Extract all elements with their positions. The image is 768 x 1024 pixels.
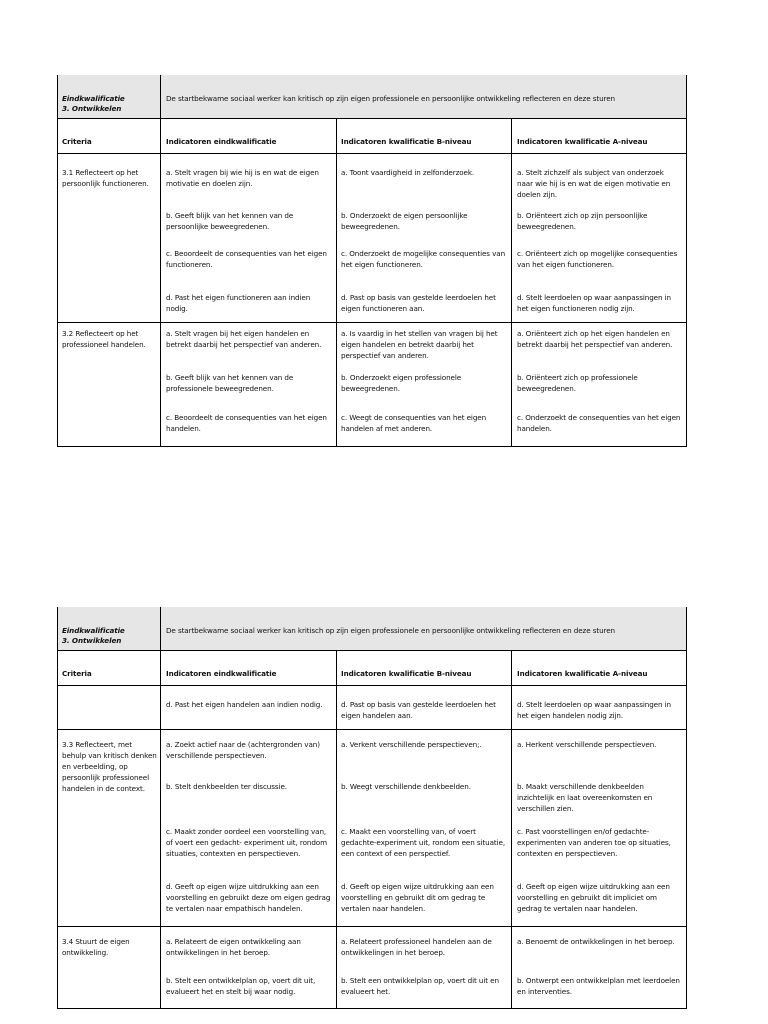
column-header-a-niveau: Indicatoren kwalificatie A-niveau bbox=[517, 669, 648, 678]
indicator-cell: d. Geeft op eigen wijze uitdrukking aan een voorstelling en gebruikt deze om eigen gedrag te vertalen naar empathisch handelen. bbox=[166, 882, 331, 913]
indicator-cell: b. Stelt een ontwikkelplan op, voert dit uit en evalueert het. bbox=[341, 976, 499, 996]
header-title-line2: 3. Ontwikkelen bbox=[62, 636, 122, 645]
indicator-cell: a. Oriënteert zich op het eigen handelen en betrekt daarbij het perspectief van anderen. bbox=[517, 329, 673, 349]
indicator-cell: b. Weegt verschillende denkbeelden. bbox=[341, 782, 471, 791]
table-ontwikkelen-2 bbox=[57, 607, 687, 1009]
criterion-3-3: 3.3 Reflecteert, met behulp van kritisch denken en verbeelding, op persoonlijk professioneel handelen in de context. bbox=[62, 740, 157, 793]
column-divider bbox=[160, 75, 161, 447]
indicator-cell: b. Stelt een ontwikkelplan op, voert dit uit, evalueert het en stelt bij waar nodig. bbox=[166, 976, 316, 996]
indicator-cell: b. Geeft blijk van het kennen van de persoonlijke beweegredenen. bbox=[166, 211, 294, 231]
indicator-cell: c. Onderzoekt de mogelijke consequenties van het eigen functioneren. bbox=[341, 249, 506, 269]
indicator-cell: b. Onderzoekt de eigen persoonlijke beweegredenen. bbox=[341, 211, 468, 231]
column-header-b-niveau: Indicatoren kwalificatie B-niveau bbox=[341, 669, 472, 678]
indicator-cell: a. Stelt vragen bij het eigen handelen en betrekt daarbij het perspectief van anderen. bbox=[166, 329, 322, 349]
indicator-cell: c. Past voorstellingen en/of gedachte-experimenten van anderen toe op situaties, contexten en perspectieven. bbox=[517, 827, 671, 858]
table-border-right bbox=[686, 607, 687, 1009]
indicator-cell: b. Ontwerpt een ontwikkelplan met leerdoelen en interventies. bbox=[517, 976, 680, 996]
column-header-b-niveau: Indicatoren kwalificatie B-niveau bbox=[341, 137, 472, 146]
indicator-cell: a. Stelt vragen bij wie hij is en wat de eigen motivatie en doelen zijn. bbox=[166, 168, 319, 188]
indicator-cell: d. Past op basis van gestelde leerdoelen het eigen handelen aan. bbox=[341, 700, 496, 720]
column-divider bbox=[511, 118, 512, 447]
indicator-cell: d. Geeft op eigen wijze uitdrukking aan een voorstelling en gebruikt dit impliciet om gedrag te vertalen naar handelen. bbox=[517, 882, 670, 913]
column-header-a-niveau: Indicatoren kwalificatie A-niveau bbox=[517, 137, 648, 146]
column-header-criteria: Criteria bbox=[62, 669, 92, 678]
table-border-right bbox=[686, 75, 687, 447]
header-title-line1: Eindkwalificatie bbox=[62, 626, 125, 635]
table-border-left bbox=[57, 607, 58, 1009]
indicator-cell: a. Toont vaardigheid in zelfonderzoek. bbox=[341, 168, 475, 177]
indicator-cell: b. Oriënteert zich op zijn persoonlijke beweegredenen. bbox=[517, 211, 648, 231]
indicator-cell: c. Beoordeelt de consequenties van het eigen handelen. bbox=[166, 413, 327, 433]
table-border-left bbox=[57, 75, 58, 447]
indicator-cell: d. Stelt leerdoelen op waar aanpassingen in het eigen functioneren nodig zijn. bbox=[517, 293, 671, 313]
column-divider bbox=[511, 650, 512, 1009]
row-divider bbox=[57, 685, 687, 686]
indicator-cell: d. Geeft op eigen wijze uitdrukking aan een voorstelling en gebruikt dit om gedrag te vertalen naar handelen. bbox=[341, 882, 494, 913]
table-border-bottom bbox=[57, 446, 687, 447]
indicator-cell: a. Relateert de eigen ontwikkeling aan ontwikkelingen in het beroep. bbox=[166, 937, 301, 957]
indicator-cell: d. Past het eigen handelen aan indien nodig. bbox=[166, 700, 323, 709]
column-header-eindkwalificatie: Indicatoren eindkwalificatie bbox=[166, 137, 277, 146]
indicator-cell: a. Zoekt actief naar de (achtergronden van) verschillende perspectieven. bbox=[166, 740, 320, 760]
indicator-cell: c. Oriënteert zich op mogelijke consequenties van het eigen functioneren. bbox=[517, 249, 678, 269]
header-title-line2: 3. Ontwikkelen bbox=[62, 104, 122, 113]
indicator-cell: b. Onderzoekt eigen professionele beweegredenen. bbox=[341, 373, 462, 393]
indicator-cell: c. Weegt de consequenties van het eigen handelen af met anderen. bbox=[341, 413, 487, 433]
column-divider bbox=[336, 650, 337, 1009]
indicator-cell: d. Stelt leerdoelen op waar aanpassingen in het eigen handelen nodig zijn. bbox=[517, 700, 671, 720]
indicator-cell: a. Stelt zichzelf als subject van onderzoek naar wie hij is en wat de eigen motivatie en doelen zijn. bbox=[517, 168, 671, 199]
criterion-3-4: 3.4 Stuurt de eigen ontwikkeling. bbox=[62, 937, 130, 957]
row-divider bbox=[57, 322, 687, 323]
column-header-criteria: Criteria bbox=[62, 137, 92, 146]
table-border-bottom bbox=[57, 1008, 687, 1009]
row-divider bbox=[57, 926, 687, 927]
row-divider bbox=[57, 650, 687, 651]
header-description: De startbekwame sociaal werker kan kritisch op zijn eigen professionele en persoonlijke ontwikkeling reflecteren en deze sturen bbox=[166, 94, 616, 103]
indicator-cell: d. Past op basis van gestelde leerdoelen het eigen functioneren aan. bbox=[341, 293, 496, 313]
indicator-cell: a. Benoemt de ontwikkelingen in het beroep. bbox=[517, 937, 675, 946]
column-divider bbox=[160, 607, 161, 1009]
table-ontwikkelen-1 bbox=[57, 75, 687, 447]
row-divider bbox=[57, 729, 687, 730]
indicator-cell: c. Maakt zonder oordeel een voorstelling van, of voert een gedacht- experiment uit, rondom situaties, contexten en perspectieven. bbox=[166, 827, 328, 858]
column-header-eindkwalificatie: Indicatoren eindkwalificatie bbox=[166, 669, 277, 678]
row-divider bbox=[57, 118, 687, 119]
indicator-cell: d. Past het eigen functioneren aan indien nodig. bbox=[166, 293, 311, 313]
indicator-cell: b. Geeft blijk van het kennen van de professionele beweegredenen. bbox=[166, 373, 294, 393]
indicator-cell: a. Is vaardig in het stellen van vragen bij het eigen handelen en betrekt daarbij het perspectief van anderen. bbox=[341, 329, 498, 360]
indicator-cell: a. Verkent verschillende perspectieven;. bbox=[341, 740, 482, 749]
header-title-line1: Eindkwalificatie bbox=[62, 94, 125, 103]
indicator-cell: a. Relateert professioneel handelen aan de ontwikkelingen in het beroep. bbox=[341, 937, 492, 957]
indicator-cell: b. Oriënteert zich op professionele beweegredenen. bbox=[517, 373, 638, 393]
header-description: De startbekwame sociaal werker kan kritisch op zijn eigen professionele en persoonlijke ontwikkeling reflecteren en deze sturen bbox=[166, 626, 616, 635]
column-divider bbox=[336, 118, 337, 447]
indicator-cell: a. Herkent verschillende perspectieven. bbox=[517, 740, 657, 749]
indicator-cell: c. Beoordeelt de consequenties van het eigen functioneren. bbox=[166, 249, 327, 269]
indicator-cell: b. Stelt denkbeelden ter discussie. bbox=[166, 782, 287, 791]
indicator-cell: c. Onderzoekt de consequenties van het eigen handelen. bbox=[517, 413, 681, 433]
row-divider bbox=[57, 153, 687, 154]
criterion-3-2: 3.2 Reflecteert op het professioneel handelen. bbox=[62, 329, 146, 349]
indicator-cell: c. Maakt een voorstelling van, of voert gedachte-experiment uit, rondom een situatie, een context of een perspectief. bbox=[341, 827, 506, 858]
criterion-3-1: 3.1 Reflecteert op het persoonlijk functioneren. bbox=[62, 168, 149, 188]
indicator-cell: b. Maakt verschillende denkbeelden inzichtelijk en laat overeenkomsten en verschillen zien. bbox=[517, 782, 653, 813]
